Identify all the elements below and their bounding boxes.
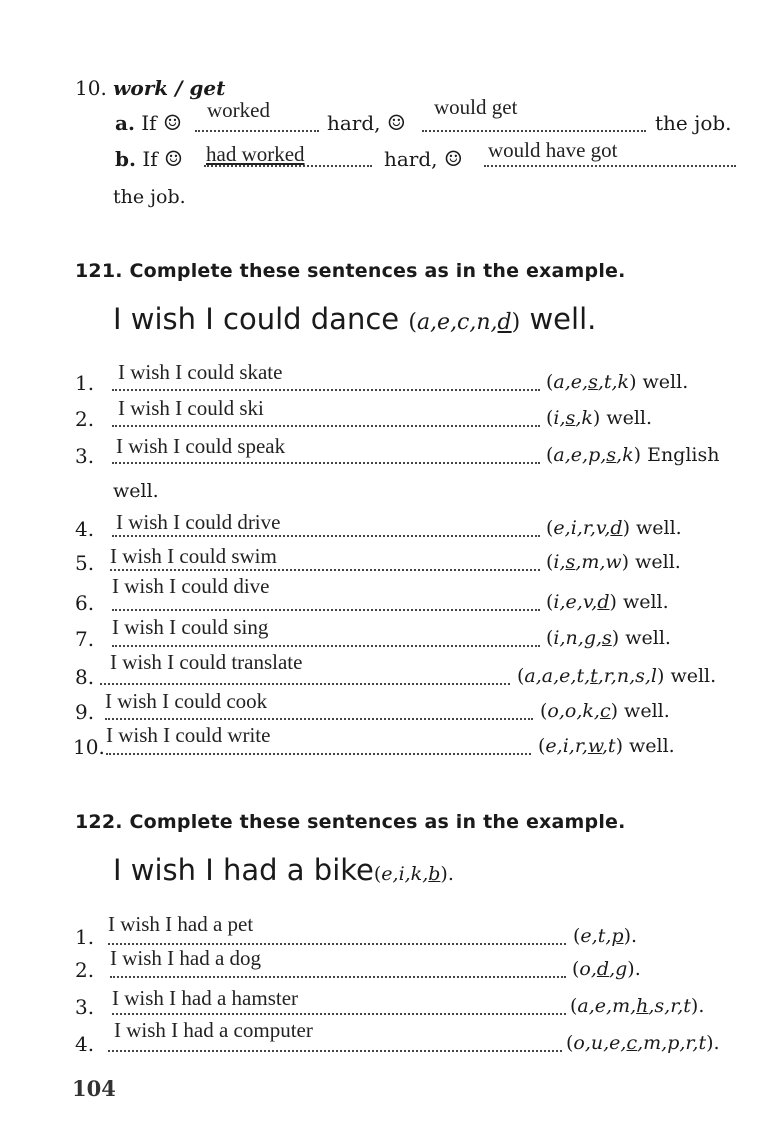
- item-3-continuation: well.: [113, 480, 159, 502]
- answer-line: [112, 462, 540, 464]
- item-number: 9.: [75, 700, 95, 724]
- answer-line: [110, 976, 566, 978]
- line-b-mid: hard, ☺: [384, 147, 463, 171]
- exercise-121-example: I wish I could dance (a,e,c,n,d) well.: [113, 302, 597, 336]
- answer-line: [422, 130, 646, 132]
- answer-line: [108, 1050, 562, 1052]
- answer-line: [112, 609, 540, 611]
- smiley-icon: ☺: [163, 147, 183, 171]
- letter-hint: (a,e,m,h,s,r,t).: [570, 995, 705, 1017]
- answer-line: [112, 1013, 566, 1015]
- answer-line: [112, 389, 540, 391]
- handwritten-answer: I wish I could drive: [116, 510, 281, 534]
- handwritten-answer: I wish I could swim: [110, 544, 277, 568]
- answer-line: [195, 130, 319, 132]
- handwritten-answer: I wish I had a pet: [108, 912, 254, 936]
- letter-hint: (o,o,k,c) well.: [540, 700, 670, 722]
- letter-hint: (o,d,g).: [572, 958, 641, 980]
- letter-hint: (o,u,e,c,m,p,r,t).: [566, 1032, 720, 1054]
- answer-b1: had worked: [206, 142, 305, 166]
- letter-hint: (i,s,m,w) well.: [546, 551, 681, 573]
- verbs-label: work / get: [113, 76, 226, 100]
- item-number: 5.: [75, 551, 95, 575]
- letter-hint: (e,t,p).: [573, 925, 638, 947]
- handwritten-answer: I wish I had a hamster: [112, 986, 299, 1010]
- item-number: 2.: [75, 958, 95, 982]
- item-number: 6.: [75, 591, 95, 615]
- answer-a2: would get: [434, 95, 518, 119]
- answer-line: [110, 569, 540, 571]
- item-number: 3.: [75, 444, 95, 468]
- line-a-label: a. If ☺: [115, 111, 182, 135]
- smiley-icon: ☺: [443, 147, 463, 171]
- handwritten-answer: I wish I could cook: [105, 689, 268, 713]
- answer-line: [112, 645, 540, 647]
- smiley-icon: ☺: [386, 111, 406, 135]
- item-number: 1.: [75, 925, 95, 949]
- answer-line: [108, 943, 566, 945]
- item-number: 10.: [75, 76, 107, 100]
- exercise-122-heading: 122. Complete these sentences as in the example.: [75, 811, 626, 833]
- answer-line: [484, 165, 736, 167]
- letter-hint: (a,e,p,s,k) English: [546, 444, 720, 466]
- item-number: 10.: [73, 735, 105, 759]
- line-a-mid: hard, ☺: [327, 111, 406, 135]
- letter-hint: (a,e,s,t,k) well.: [546, 371, 689, 393]
- exercise-121-heading: 121. Complete these sentences as in the example.: [75, 260, 626, 282]
- handwritten-answer: I wish I had a dog: [110, 946, 262, 970]
- handwritten-answer: I wish I could translate: [110, 650, 303, 674]
- handwritten-answer: I wish I could speak: [116, 434, 286, 458]
- item-number: 4.: [75, 517, 95, 541]
- item-number: 7.: [75, 627, 95, 651]
- handwritten-answer: I wish I could skate: [118, 360, 283, 384]
- answer-line: [105, 718, 533, 720]
- letter-hint: (i,s,k) well.: [546, 407, 653, 429]
- answer-b2: would have got: [488, 138, 618, 162]
- item-number: 3.: [75, 995, 95, 1019]
- letter-hint: (a,a,e,t,t,r,n,s,l) well.: [517, 665, 717, 687]
- item-number: 4.: [75, 1032, 95, 1056]
- answer-line: [100, 683, 510, 685]
- item-number: 1.: [75, 371, 95, 395]
- line-b-end: the job.: [113, 186, 186, 208]
- answer-line: [106, 753, 531, 755]
- item-number: 8.: [75, 665, 95, 689]
- smiley-icon: ☺: [162, 111, 182, 135]
- letter-hint: (i,e,v,d) well.: [546, 591, 669, 613]
- line-b-label: b. If ☺: [115, 147, 183, 171]
- handwritten-answer: I wish I could write: [106, 723, 271, 747]
- page-number: 104: [72, 1076, 116, 1101]
- letter-hint: (e,i,r,v,d) well.: [546, 517, 682, 539]
- handwritten-answer: I wish I had a computer: [114, 1018, 313, 1042]
- item-number: 2.: [75, 407, 95, 431]
- answer-a1: worked: [207, 98, 270, 122]
- answer-line: [112, 425, 540, 427]
- handwritten-answer: I wish I could dive: [112, 574, 270, 598]
- exercise-122-example: I wish I had a bike(e,i,k,b).: [113, 853, 454, 887]
- handwritten-answer: I wish I could sing: [112, 615, 269, 639]
- line-a-end: the job.: [655, 111, 732, 135]
- answer-line: [112, 535, 540, 537]
- letter-hint: (i,n,g,s) well.: [546, 627, 671, 649]
- item-10-header: [75, 76, 225, 100]
- handwritten-answer: I wish I could ski: [118, 396, 264, 420]
- letter-hint: (e,i,r,w,t) well.: [538, 735, 675, 757]
